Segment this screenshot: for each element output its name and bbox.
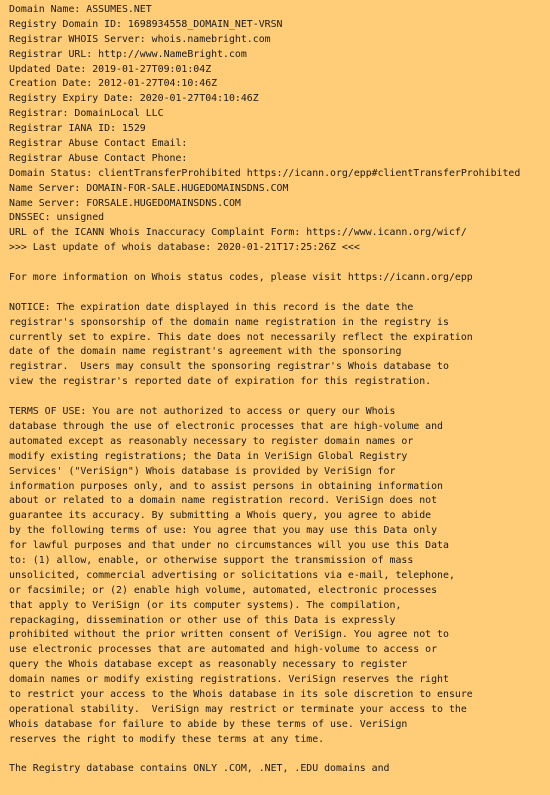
whois-line: Registry Expiry Date: 2020-01-27T04:10:46Z bbox=[9, 93, 259, 105]
whois-line: domain names or modify existing registrations. VeriSign reserves the right bbox=[9, 674, 449, 686]
whois-line: Domain Status: clientTransferProhibited https://icann.org/epp#clientTransferProhibited bbox=[9, 167, 521, 179]
whois-line: currently set to expire. This date does not necessarily reflect the expiration bbox=[9, 331, 473, 343]
whois-line: Services' ("VeriSign") Whois database is provided by VeriSign for bbox=[9, 465, 396, 477]
whois-line: Registrar: DomainLocal LLC bbox=[9, 108, 164, 120]
whois-line: For more information on Whois status codes, please visit https://icann.org/epp bbox=[9, 272, 473, 284]
whois-line: for lawful purposes and that under no circumstances will you use this Data bbox=[9, 540, 449, 552]
whois-line bbox=[9, 256, 544, 271]
whois-line: to: (1) allow, enable, or otherwise support the transmission of mass bbox=[9, 554, 414, 566]
whois-line: or facsimile; or (2) enable high volume, automated, electronic processes bbox=[9, 584, 438, 596]
whois-line: guarantee its accuracy. By submitting a Whois query, you agree to abide bbox=[9, 510, 432, 522]
whois-line bbox=[9, 748, 544, 763]
whois-line: about or related to a domain name registration record. VeriSign does not bbox=[9, 495, 438, 507]
whois-line: Registrar WHOIS Server: whois.namebright.com bbox=[9, 33, 271, 45]
whois-line: date of the domain name registrant's agreement with the sponsoring bbox=[9, 346, 402, 358]
whois-line: TERMS OF USE: You are not authorized to access or query our Whois bbox=[9, 406, 396, 418]
whois-line: by the following terms of use: You agree that you may use this Data only bbox=[9, 525, 438, 537]
whois-line: DNSSEC: unsigned bbox=[9, 212, 105, 224]
whois-line: modify existing registrations; the Data in VeriSign Global Registry bbox=[9, 450, 408, 462]
whois-line: Domain Name: ASSUMES.NET bbox=[9, 4, 152, 15]
whois-line: database through the use of electronic processes that are high-volume and bbox=[9, 420, 444, 432]
whois-line: Creation Date: 2012-01-27T04:10:46Z bbox=[9, 78, 218, 90]
whois-line: Updated Date: 2019-01-27T09:01:04Z bbox=[9, 63, 212, 75]
whois-line: reserves the right to modify these terms at any time. bbox=[9, 733, 325, 745]
whois-line: Name Server: FORSALE.HUGEDOMAINSDNS.COM bbox=[9, 197, 241, 209]
whois-line bbox=[9, 286, 544, 301]
whois-line: repackaging, dissemination or other use of this Data is expressly bbox=[9, 614, 396, 626]
whois-line: unsolicited, commercial advertising or solicitations via e-mail, telephone, bbox=[9, 569, 455, 581]
whois-line: automated except as reasonably necessary to register domain names or bbox=[9, 435, 414, 447]
whois-line: prohibited without the prior written consent of VeriSign. You agree not to bbox=[9, 629, 449, 641]
whois-line: view the registrar's reported date of expiration for this registration. bbox=[9, 376, 432, 388]
whois-line: operational stability. VeriSign may restrict or terminate your access to the bbox=[9, 703, 467, 715]
whois-line: that apply to VeriSign (or its computer systems). The compilation, bbox=[9, 599, 402, 611]
whois-line: registrar's sponsorship of the domain name registration in the registry is bbox=[9, 316, 449, 328]
whois-line: The Registry database contains ONLY .COM, .NET, .EDU domains and bbox=[9, 763, 390, 775]
whois-line: NOTICE: The expiration date displayed in this record is the date the bbox=[9, 301, 414, 313]
whois-line: Registrar IANA ID: 1529 bbox=[9, 123, 146, 135]
whois-line: query the Whois database except as reasonably necessary to register bbox=[9, 659, 408, 671]
whois-line: Registry Domain ID: 1698934558_DOMAIN_NET-VRSN bbox=[9, 18, 283, 30]
whois-line: Name Server: DOMAIN-FOR-SALE.HUGEDOMAINSDNS.COM bbox=[9, 182, 289, 194]
whois-line bbox=[9, 390, 544, 405]
whois-line: information purposes only, and to assist persons in obtaining information bbox=[9, 480, 444, 492]
whois-line: >>> Last update of whois database: 2020-01-21T17:25:26Z <<< bbox=[9, 242, 360, 254]
whois-line: Registrar URL: http://www.NameBright.com bbox=[9, 48, 247, 60]
whois-line: registrar. Users may consult the sponsoring registrar's Whois database to bbox=[9, 361, 449, 373]
whois-line: Registrar Abuse Contact Email: bbox=[9, 138, 188, 150]
whois-line: to restrict your access to the Whois database in its sole discretion to ensure bbox=[9, 688, 473, 700]
whois-record-text bbox=[9, 3, 544, 777]
whois-line: Whois database for failure to abide by these terms of use. VeriSign bbox=[9, 718, 408, 730]
whois-line: URL of the ICANN Whois Inaccuracy Complaint Form: https://www.icann.org/wicf/ bbox=[9, 227, 467, 239]
whois-line: use electronic processes that are automated and high-volume to access or bbox=[9, 644, 438, 656]
whois-line: Registrar Abuse Contact Phone: bbox=[9, 152, 188, 164]
